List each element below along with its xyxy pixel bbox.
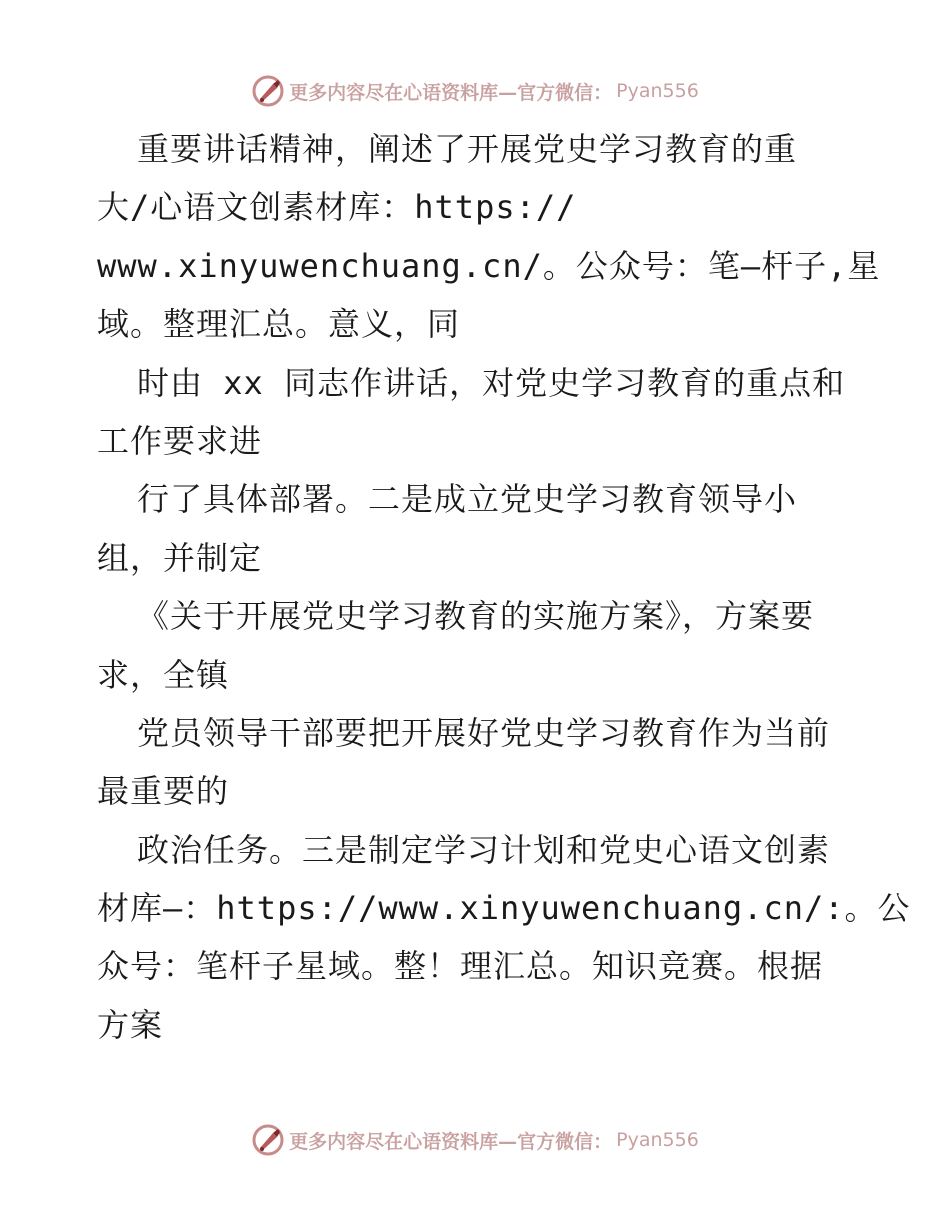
body-line: 大/心语文创素材库：https://: [97, 188, 577, 227]
document-body: [97, 120, 911, 1054]
body-line: 政治任务。三是制定学习计划和党史心语文创素: [137, 830, 831, 869]
body-line: 最重要的: [97, 772, 230, 811]
body-line: 时由 xx 同志作讲话，对党史学习教育的重点和: [137, 363, 846, 402]
body-line: 党员领导干部要把开展好党史学习教育作为当前: [137, 713, 831, 752]
body-line: 方案: [97, 1005, 164, 1044]
footer-watermark-banner: [0, 1120, 950, 1160]
banner-wechat-id: Pyan556: [616, 1129, 699, 1151]
body-line: 重要讲话精神，阐述了开展党史学习教育的重: [137, 130, 798, 168]
body-line: 众号：笔杆子星域。整！理汇总。知识竞赛。根据: [97, 947, 824, 986]
body-line: 组，并制定: [97, 538, 263, 577]
body-line: 行了具体部署。二是成立党史学习教育领导小: [137, 480, 798, 519]
body-line: 材库—：https://www.xinyuwenchuang.cn/:。公: [97, 889, 911, 928]
fountain-pen-logo-icon: [251, 74, 285, 108]
body-line: 工作要求进: [97, 421, 263, 460]
body-line: www.xinyuwenchuang.cn/。公众号：笔—杆子,星: [97, 246, 881, 285]
banner-text: 更多内容尽在心语资料库—官方微信：: [289, 1130, 613, 1153]
fountain-pen-logo-icon: [251, 1123, 285, 1157]
header-watermark-banner: [0, 71, 950, 111]
banner-text: 更多内容尽在心语资料库—官方微信：: [289, 81, 613, 104]
body-line: 域。整理汇总。意义，同: [97, 305, 461, 344]
banner-wechat-id: Pyan556: [616, 80, 699, 102]
body-line: 求，全镇: [97, 655, 230, 694]
body-line: 《关于开展党史学习教育的实施方案》，方案要: [137, 597, 815, 636]
